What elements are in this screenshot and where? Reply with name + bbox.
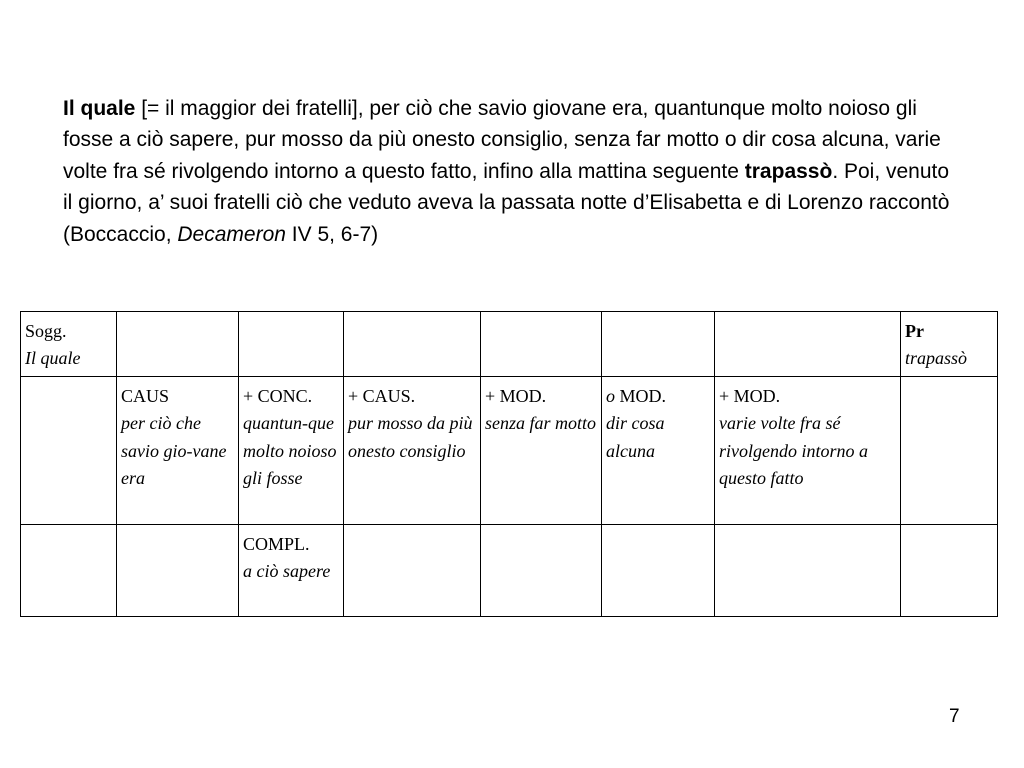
table-cell [901,377,998,525]
table-cell [117,312,239,377]
table-cell [602,525,715,617]
table-row [21,525,998,617]
table-cell [481,312,602,377]
cell-label [606,383,710,410]
table-cell [901,312,998,377]
label-prefix: o [606,386,615,406]
table-cell [344,312,481,377]
cell-value: senza far motto [485,413,597,434]
table-cell [901,525,998,617]
table-cell [239,312,344,377]
table-cell [715,377,901,525]
cell-value: varie volte fra sé rivolgendo intorno a questo fatto [719,413,868,488]
cell-value: trapassò [905,348,968,369]
table-cell [21,312,117,377]
cell-label: + MOD. [485,386,547,406]
table-cell [21,377,117,525]
table-cell [117,377,239,525]
cell-value: per ciò che savio gio-vane era [121,413,227,488]
table-cell [344,377,481,525]
cell-label: + CAUS. [348,386,416,406]
label-text: MOD. [615,386,667,406]
subject-text: Il quale [63,97,136,120]
table-row [21,312,998,377]
cell-label: + MOD. [719,386,781,406]
cell-label: Sogg. [25,321,67,341]
cell-value: pur mosso da più onesto consiglio [348,413,473,461]
table-row [21,377,998,525]
cell-value: dir cosa alcuna [606,413,665,461]
paragraph-text-1: [= il maggior dei fratelli], per ciò che savio giovane era, quantunque molto noioso gli fosse a ciò sapere, pur mosso da più onesto consiglio, senza far motto o dir cosa alcuna, varie volte fra sé rivolgendo intorno a questo fatto, infino alla mattina seguente [63,97,941,183]
cell-label: COMPL. [243,534,310,554]
source-paragraph [63,93,963,250]
work-title: Decameron [177,222,286,246]
table-cell [239,377,344,525]
table-cell [21,525,117,617]
paragraph-text-3: IV 5, 6-7) [285,222,379,246]
table-cell [481,525,602,617]
syntax-analysis-table [20,311,998,617]
table-cell [602,377,715,525]
cell-value: Il quale [25,348,81,369]
table-cell [715,525,901,617]
cell-label: + CONC. [243,386,313,406]
table-cell [715,312,901,377]
table-cell [239,525,344,617]
cell-label: CAUS [121,386,170,406]
table-cell [481,377,602,525]
table-cell [117,525,239,617]
cell-label [905,318,993,345]
cell-value: quantun-que molto noioso gli fosse [243,413,337,488]
page-number: 7 [949,706,960,727]
main-verb-text: trapassò [744,159,833,183]
table-cell [344,525,481,617]
table-cell [602,312,715,377]
paragraph-text-2: . Poi, venuto il giorno, a’ suoi fratelli ciò che veduto aveva la passata notte d’Elisabetta e di Lorenzo raccontò (Boccaccio, [63,159,950,246]
cell-value: a ciò sapere [243,561,331,582]
predicate-label: Pr [905,321,924,341]
